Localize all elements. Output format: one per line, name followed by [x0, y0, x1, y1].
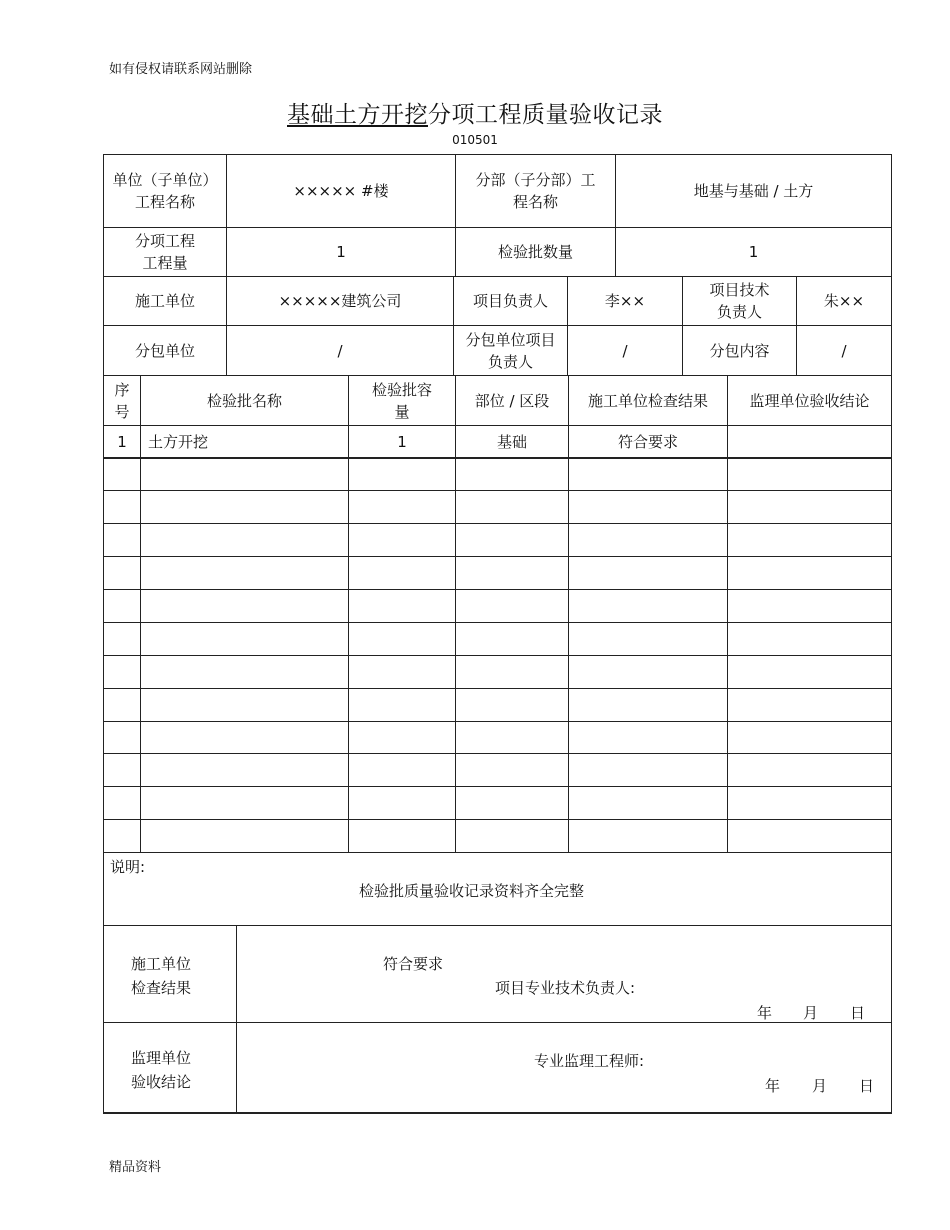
contractor-check-signer: 项目专业技术负责人: — [495, 979, 636, 997]
sub-pm-label: 分包单位项目负责人 — [465, 330, 556, 371]
subcontractor-label: 分包单位 — [134, 341, 195, 360]
sub-pm-value: / — [622, 341, 628, 360]
col-header-contractor-result: 施工单位检查结果 — [587, 391, 708, 410]
contractor-check-result: 符合要求 — [383, 955, 444, 973]
subcontractor-value: / — [337, 341, 343, 360]
batch-count-value: 1 — [748, 243, 759, 261]
supervisor-check-label-1: 监理单位 — [131, 1049, 192, 1067]
contractor-check-label-1: 施工单位 — [131, 955, 192, 973]
row-supervisor-conclusion — [728, 426, 891, 457]
row-location: 基础 — [496, 432, 527, 451]
col-header-no: 序号 — [114, 380, 130, 421]
header-note: 如有侵权请联系网站删除 — [109, 62, 253, 77]
form-code: 010501 — [452, 133, 498, 147]
title-rest: 分项工程质量验收记录 — [428, 102, 663, 128]
contractor-check-month: 月 — [803, 1004, 819, 1022]
page-title — [0, 96, 950, 129]
subitem-qty-value: 1 — [336, 243, 346, 261]
division-value: 地基与基础 / 土方 — [693, 182, 814, 200]
supervisor-check-label-2: 验收结论 — [131, 1073, 192, 1091]
unit-project-label: 单位（子单位）工程名称 — [112, 171, 218, 211]
col-header-supervisor-conclusion: 监理单位验收结论 — [749, 391, 870, 410]
sub-content-value: / — [841, 341, 847, 360]
pm-value: 李×× — [604, 292, 646, 310]
batch-count-label: 检验批数量 — [497, 243, 573, 261]
title-underlined: 基础土方开挖 — [287, 102, 428, 128]
row-name: 土方开挖 — [148, 432, 209, 451]
supervisor-check-month: 月 — [812, 1077, 828, 1095]
contractor-value: ×××××建筑公司 — [278, 292, 402, 310]
supervisor-check-day: 日 — [859, 1077, 875, 1095]
contractor-check-label-2: 检查结果 — [131, 979, 192, 997]
footer-note: 精品资料 — [109, 1160, 162, 1175]
tech-lead-value: 朱×× — [823, 292, 865, 310]
col-header-name: 检验批名称 — [206, 391, 282, 410]
supervisor-check-signer: 专业监理工程师: — [534, 1052, 645, 1070]
unit-project-value: ××××× #楼 — [293, 182, 389, 200]
notes-label: 说明: — [110, 858, 146, 876]
subitem-qty-label: 分项工程工程量 — [134, 232, 195, 272]
col-header-location: 部位 / 区段 — [474, 391, 550, 410]
contractor-check-day: 日 — [850, 1004, 866, 1022]
sub-content-label: 分包内容 — [709, 341, 770, 360]
col-header-capacity: 检验批容量 — [371, 380, 432, 421]
notes-text: 检验批质量验收记录资料齐全完整 — [359, 882, 585, 900]
contractor-check-year: 年 — [757, 1004, 773, 1022]
pm-label: 项目负责人 — [472, 292, 548, 310]
row-capacity: 1 — [397, 432, 407, 451]
supervisor-check-year: 年 — [765, 1077, 781, 1095]
contractor-label: 施工单位 — [134, 292, 195, 310]
division-label: 分部（子分部）工程名称 — [475, 171, 596, 211]
tech-lead-label: 项目技术负责人 — [709, 281, 770, 321]
row-contractor-result: 符合要求 — [617, 432, 678, 451]
row-no: 1 — [117, 432, 127, 451]
